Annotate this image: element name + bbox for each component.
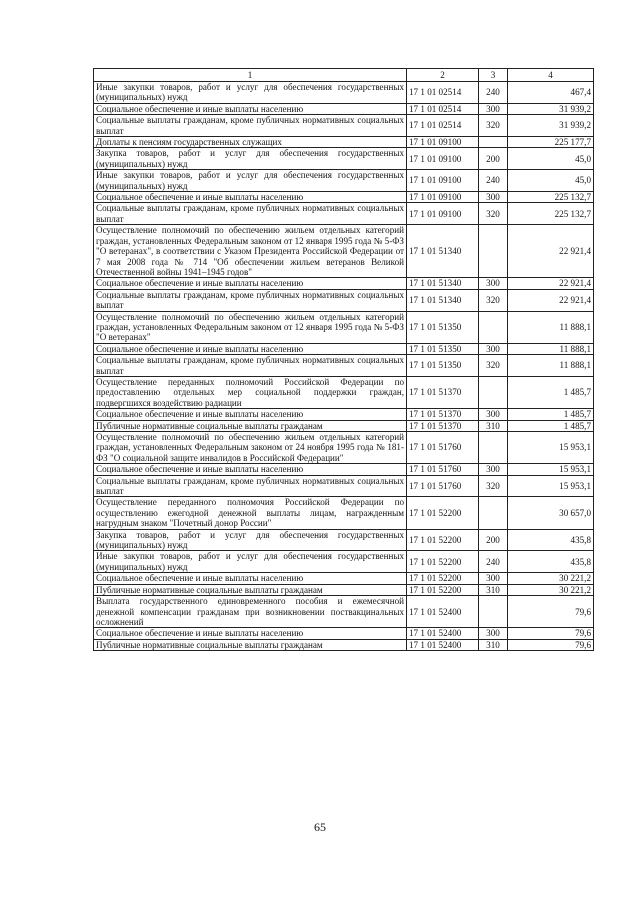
row-code-cell: 17 1 01 51760: [407, 432, 479, 464]
row-expense-type-cell: 240: [479, 82, 508, 104]
row-name-cell: Осуществление переданного полномочия Российской Федерации по осуществлению ежегодной денежной выплаты лицам, награжденным нагрудным знаком "Почетный донор России": [94, 497, 407, 529]
row-name-cell: Публичные нормативные социальные выплаты гражданам: [94, 584, 407, 595]
row-expense-type-cell: 320: [479, 475, 508, 497]
table-header-row: [94, 69, 594, 82]
budget-table: [93, 68, 594, 651]
row-amount-cell: 30 221,2: [508, 573, 594, 584]
row-name-cell: Социальное обеспечение и иные выплаты населению: [94, 573, 407, 584]
row-code-cell: 17 1 01 09100: [407, 148, 479, 170]
row-code-cell: 17 1 01 51350: [407, 343, 479, 354]
row-code-cell: 17 1 01 51370: [407, 376, 479, 408]
row-amount-cell: 79,6: [508, 628, 594, 639]
row-name-cell: Публичные нормативные социальные выплаты гражданам: [94, 639, 407, 650]
row-expense-type-cell: 300: [479, 192, 508, 203]
row-expense-type-cell: 300: [479, 409, 508, 420]
row-expense-type-cell: [479, 225, 508, 278]
row-code-cell: 17 1 01 51760: [407, 464, 479, 475]
table-row: [94, 432, 594, 464]
row-name-cell: Социальные выплаты гражданам, кроме публичных нормативных социальных выплат: [94, 475, 407, 497]
row-name-cell: Социальные выплаты гражданам, кроме публичных нормативных социальных выплат: [94, 203, 407, 225]
table-row: [94, 573, 594, 584]
row-code-cell: 17 1 01 52200: [407, 529, 479, 551]
table-row: [94, 192, 594, 203]
row-code-cell: 17 1 01 09100: [407, 170, 479, 192]
row-code-cell: 17 1 01 51350: [407, 311, 479, 343]
row-expense-type-cell: 320: [479, 203, 508, 225]
row-name-cell: Социальное обеспечение и иные выплаты населению: [94, 409, 407, 420]
table-row: [94, 115, 594, 137]
row-code-cell: 17 1 01 52200: [407, 573, 479, 584]
table-row: [94, 148, 594, 170]
row-expense-type-cell: 320: [479, 115, 508, 137]
table-row: [94, 203, 594, 225]
table-row: [94, 475, 594, 497]
row-name-cell: Осуществление полномочий по обеспечению жильем отдельных категорий граждан, установленных Федеральным законом от 12 января 1995 года № 5-ФЗ "О ветеранах": [94, 311, 407, 343]
row-expense-type-cell: [479, 432, 508, 464]
row-expense-type-cell: 320: [479, 355, 508, 377]
row-amount-cell: 435,8: [508, 551, 594, 573]
table-row: [94, 225, 594, 278]
row-code-cell: 17 1 01 52200: [407, 584, 479, 595]
table-row: [94, 289, 594, 311]
row-expense-type-cell: 310: [479, 584, 508, 595]
row-code-cell: 17 1 01 51370: [407, 420, 479, 431]
row-amount-cell: 435,8: [508, 529, 594, 551]
row-expense-type-cell: 300: [479, 628, 508, 639]
row-expense-type-cell: 200: [479, 529, 508, 551]
row-code-cell: 17 1 01 09100: [407, 137, 479, 148]
row-code-cell: 17 1 01 51340: [407, 225, 479, 278]
row-code-cell: 17 1 01 02514: [407, 82, 479, 104]
row-amount-cell: 1 485,7: [508, 409, 594, 420]
header-col-3: 3: [479, 69, 508, 82]
row-amount-cell: 15 953,1: [508, 432, 594, 464]
row-name-cell: Социальное обеспечение и иные выплаты населению: [94, 103, 407, 114]
row-code-cell: 17 1 01 52200: [407, 551, 479, 573]
row-expense-type-cell: 310: [479, 420, 508, 431]
table-row: [94, 278, 594, 289]
row-code-cell: 17 1 01 51370: [407, 409, 479, 420]
row-name-cell: Социальные выплаты гражданам, кроме публичных нормативных социальных выплат: [94, 115, 407, 137]
header-col-2: 2: [407, 69, 479, 82]
row-name-cell: Осуществление переданных полномочий Российской Федерации по предоставлению отдельных мер социальной поддержки граждан, подвергшихся воздействию радиации: [94, 376, 407, 408]
row-expense-type-cell: [479, 311, 508, 343]
table-row: [94, 639, 594, 650]
row-code-cell: 17 1 01 52400: [407, 639, 479, 650]
row-code-cell: 17 1 01 09100: [407, 203, 479, 225]
table-row: [94, 409, 594, 420]
row-name-cell: Закупка товаров, работ и услуг для обеспечения государственных (муниципальных) нужд: [94, 529, 407, 551]
row-amount-cell: 45,0: [508, 170, 594, 192]
row-name-cell: Иные закупки товаров, работ и услуг для обеспечения государственных (муниципальных) нужд: [94, 170, 407, 192]
table-row: [94, 628, 594, 639]
row-amount-cell: 15 953,1: [508, 464, 594, 475]
table-row: [94, 584, 594, 595]
row-name-cell: Социальное обеспечение и иные выплаты населению: [94, 464, 407, 475]
row-expense-type-cell: [479, 376, 508, 408]
row-name-cell: Социальное обеспечение и иные выплаты населению: [94, 278, 407, 289]
row-name-cell: Доплаты к пенсиям государственных служащих: [94, 137, 407, 148]
row-code-cell: 17 1 01 02514: [407, 115, 479, 137]
row-amount-cell: 22 921,4: [508, 289, 594, 311]
table-row: [94, 497, 594, 529]
header-col-4: 4: [508, 69, 594, 82]
row-amount-cell: 22 921,4: [508, 225, 594, 278]
row-amount-cell: 11 888,1: [508, 343, 594, 354]
page-number: 65: [314, 820, 326, 834]
row-amount-cell: 225 132,7: [508, 203, 594, 225]
row-name-cell: Осуществление полномочий по обеспечению жильем отдельных категорий граждан, установленных Федеральным законом от 24 ноября 1995 года № 181-ФЗ "О социальной защите инвалидов в Российской Федерации": [94, 432, 407, 464]
row-expense-type-cell: 300: [479, 278, 508, 289]
row-expense-type-cell: 240: [479, 551, 508, 573]
row-code-cell: 17 1 01 52400: [407, 596, 479, 628]
row-expense-type-cell: [479, 596, 508, 628]
table-row: [94, 170, 594, 192]
row-amount-cell: 467,4: [508, 82, 594, 104]
table-row: [94, 376, 594, 408]
row-code-cell: 17 1 01 51350: [407, 355, 479, 377]
row-code-cell: 17 1 01 51340: [407, 278, 479, 289]
row-amount-cell: 15 953,1: [508, 475, 594, 497]
table-row: [94, 137, 594, 148]
row-name-cell: Социальное обеспечение и иные выплаты населению: [94, 343, 407, 354]
table-body: [94, 82, 594, 651]
row-code-cell: 17 1 01 51760: [407, 475, 479, 497]
row-code-cell: 17 1 01 51340: [407, 289, 479, 311]
row-code-cell: 17 1 01 52400: [407, 628, 479, 639]
table-row: [94, 311, 594, 343]
row-expense-type-cell: 300: [479, 103, 508, 114]
row-amount-cell: 22 921,4: [508, 278, 594, 289]
row-amount-cell: 1 485,7: [508, 420, 594, 431]
row-expense-type-cell: 300: [479, 464, 508, 475]
row-expense-type-cell: [479, 497, 508, 529]
table-row: [94, 343, 594, 354]
row-name-cell: Социальное обеспечение и иные выплаты населению: [94, 628, 407, 639]
row-amount-cell: 1 485,7: [508, 376, 594, 408]
row-name-cell: Социальное обеспечение и иные выплаты населению: [94, 192, 407, 203]
row-expense-type-cell: 200: [479, 148, 508, 170]
row-amount-cell: 11 888,1: [508, 355, 594, 377]
table-row: [94, 103, 594, 114]
table-row: [94, 355, 594, 377]
row-name-cell: Публичные нормативные социальные выплаты гражданам: [94, 420, 407, 431]
row-code-cell: 17 1 01 02514: [407, 103, 479, 114]
row-expense-type-cell: 300: [479, 343, 508, 354]
row-name-cell: Социальные выплаты гражданам, кроме публичных нормативных социальных выплат: [94, 289, 407, 311]
row-code-cell: 17 1 01 09100: [407, 192, 479, 203]
row-expense-type-cell: 240: [479, 170, 508, 192]
table-row: [94, 82, 594, 104]
row-amount-cell: 225 177,7: [508, 137, 594, 148]
row-amount-cell: 225 132,7: [508, 192, 594, 203]
table-row: [94, 464, 594, 475]
row-amount-cell: 30 657,0: [508, 497, 594, 529]
row-expense-type-cell: [479, 137, 508, 148]
header-col-1: 1: [94, 69, 407, 82]
row-expense-type-cell: 310: [479, 639, 508, 650]
row-name-cell: Социальные выплаты гражданам, кроме публичных нормативных социальных выплат: [94, 355, 407, 377]
table-row: [94, 529, 594, 551]
table-row: [94, 551, 594, 573]
row-expense-type-cell: 320: [479, 289, 508, 311]
row-name-cell: Закупка товаров, работ и услуг для обеспечения государственных (муниципальных) нужд: [94, 148, 407, 170]
row-amount-cell: 79,6: [508, 596, 594, 628]
row-name-cell: Иные закупки товаров, работ и услуг для обеспечения государственных (муниципальных) нужд: [94, 551, 407, 573]
row-amount-cell: 30 221,2: [508, 584, 594, 595]
row-name-cell: Выплата государственного единовременного пособия и ежемесячной денежной компенсации гражданам при возникновении поствакцинальных осложнений: [94, 596, 407, 628]
row-amount-cell: 79,6: [508, 639, 594, 650]
row-amount-cell: 31 939,2: [508, 115, 594, 137]
table-row: [94, 420, 594, 431]
table-row: [94, 596, 594, 628]
row-name-cell: Иные закупки товаров, работ и услуг для обеспечения государственных (муниципальных) нужд: [94, 82, 407, 104]
row-expense-type-cell: 300: [479, 573, 508, 584]
row-amount-cell: 11 888,1: [508, 311, 594, 343]
row-name-cell: Осуществление полномочий по обеспечению жильем отдельных категорий граждан, установленных Федеральным законом от 12 января 1995 года № 5-ФЗ "О ветеранах", в соответствии с Указом Президента Российской Федерации от 7 мая 2008 года № 714 "Об обеспечении жильем ветеранов Великой Отечественной войны 1941–1945 годов": [94, 225, 407, 278]
row-code-cell: 17 1 01 52200: [407, 497, 479, 529]
row-amount-cell: 45,0: [508, 148, 594, 170]
row-amount-cell: 31 939,2: [508, 103, 594, 114]
